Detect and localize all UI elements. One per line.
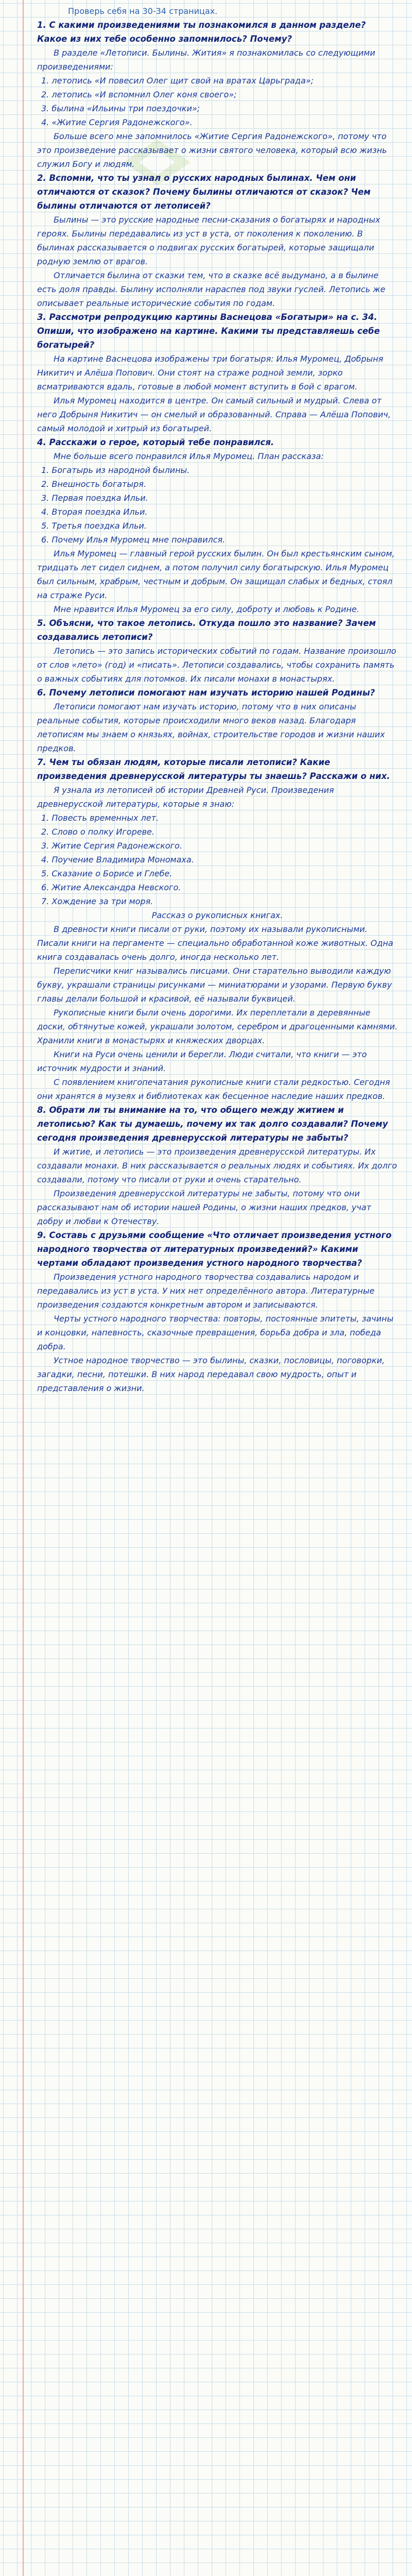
answer-paragraph: Илья Муромец — главный герой русских былин. Он был крестьянским сыном, тридцать лет сидел сиднем, а потом получил силу богатырскую. Илья Муромец был сильным, храбрым, честным и добрым. Он защищал слабых и бедных, стоял на страже Руси. <box>37 549 395 600</box>
question-text: 8. Обрати ли ты внимание на то, что общего между житием и летописью? Как ты думаешь, почему их так долго создавали? Почему сегодня произведения древнерусской литературы не забыты? <box>37 1105 388 1143</box>
list-item: 4. «Житие Сергия Радонежского». <box>41 117 193 127</box>
answer-paragraph: Былины — это русские народные песни-сказания о богатырях и народных героях. Былины передавались из уст в уста, от поколения к поколению. В былинах рассказывается о подвигах русских богатырей, которые защищали родную землю от врагов. <box>37 215 381 266</box>
question-text: 2. Вспомни, что ты узнал о русских народных былинах. Чем они отличаются от сказок? Почему былины отличаются от сказок? Чем былины отличаются от летописей? <box>37 173 371 211</box>
answer-paragraph: Черты устного народного творчества: повторы, постоянные эпитеты, зачины и концовки, напевность, сказочные превращения, борьба добра и зла, победа добра. <box>37 1314 393 1351</box>
answer-paragraph: Я узнала из летописей об истории Древней Руси. Произведения древнерусской литературы, которые я знаю: <box>37 785 334 809</box>
answer-paragraph: Книги на Руси очень ценили и берегли. Люди считали, что книги — это источник мудрости и знаний. <box>37 1049 367 1073</box>
question-text: 4. Расскажи о герое, который тебе понравился. <box>37 437 274 447</box>
question-text: 3. Рассмотри репродукцию картины Васнецова «Богатыри» на с. 34. Опиши, что изображено на картине. Какими ты представляешь себе богатырей? <box>37 312 380 350</box>
list-item: 4. Вторая поездка Ильи. <box>41 507 148 517</box>
list-item: 2. летопись «И вспомнил Олег коня своего»; <box>41 90 237 99</box>
answer-paragraph: На картине Васнецова изображены три богатыря: Илья Муромец, Добрыня Никитич и Алёша Попович. Они стоят на страже родной земли, зорко всматриваются вдаль, готовые в любой момент вступить в бой с врагом. <box>37 354 384 392</box>
page-header: Проверь себя на 30-34 страницах. <box>68 6 218 16</box>
subtitle-text: Рассказ о рукописных книгах. <box>151 910 283 920</box>
answer-paragraph: Летопись — это запись исторических событий по годам. Название произошло от слов «лето» (год) и «писать». Летописи создавались, чтобы сохранить память о важных событиях для потомков. Их писали монахи в монастырях. <box>37 646 397 684</box>
answer-paragraph: Рукописные книги были очень дорогими. Их переплетали в деревянные доски, обтянутые кожей, украшали золотом, серебром и драгоценными камнями. Хранили книги в монастырях и княжеских дворцах. <box>37 1008 398 1045</box>
answer-section <box>37 18 398 171</box>
answer-paragraph: Больше всего мне запомнилось «Житие Сергия Радонежского», потому что это произведение рассказывает о жизни святого человека, который всю жизнь служил Богу и людям. <box>37 131 387 169</box>
list-item: 2. Слово о полку Игореве. <box>41 827 154 837</box>
answer-paragraph: Устное народное творчество — это былины, сказки, пословицы, поговорки, загадки, песни, потешки. В них народ передавал свою мудрость, опыт и представления о жизни. <box>37 1355 385 1393</box>
answer-section <box>37 908 398 1103</box>
answer-section <box>37 686 398 755</box>
answer-paragraph: Илья Муромец находится в центре. Он самый сильный и мудрый. Слева от него Добрыня Никитич — он смелый и образованный. Справа — Алёша Попович, самый молодой и хитрый из богатырей. <box>37 396 391 433</box>
answer-section <box>37 616 398 686</box>
list-item: 3. Житие Сергия Радонежского. <box>41 841 182 851</box>
answer-paragraph: В разделе «Летописи. Былины. Жития» я познакомилась со следующими произведениями: <box>37 48 375 72</box>
list-item: 1. Богатырь из народной былины. <box>41 465 190 475</box>
answer-section <box>37 171 398 310</box>
answer-paragraph: И житие, и летопись — это произведения древнерусской литературы. Их создавали монахи. В них рассказывается о реальных людях и событиях. Их долго создавали, потому что писали от руки и очень старательно. <box>37 1147 397 1184</box>
question-text: 7. Чем ты обязан людям, которые писали летописи? Какие произведения древнерусской литературы ты знаешь? Расскажи о них. <box>37 757 390 781</box>
list-item: 1. летопись «И повесил Олег щит свой на вратах Царьграда»; <box>41 76 314 86</box>
list-item: 6. Житие Александра Невского. <box>41 883 181 892</box>
answer-paragraph: Произведения древнерусской литературы не забыты, потому что они рассказывают нам об истории нашей Родины, о жизни наших предков, учат добру и любви к Отечеству. <box>37 1189 371 1226</box>
list-item: 4. Поучение Владимира Мономаха. <box>41 855 194 865</box>
answer-section <box>37 1228 398 1395</box>
answer-section <box>37 755 398 908</box>
question-text: 6. Почему летописи помогают нам изучать историю нашей Родины? <box>37 688 375 698</box>
answer-section <box>37 310 398 435</box>
answer-paragraph: Летописи помогают нам изучать историю, потому что в них описаны реальные события, которые происходили много веков назад. Благодаря летописям мы знаем о князьях, войнах, строительстве городов и жизни наших предков. <box>37 702 385 753</box>
list-item: 3. Первая поездка Ильи. <box>41 493 148 503</box>
list-item: 5. Третья поездка Ильи. <box>41 521 147 531</box>
answer-paragraph: Отличается былина от сказки тем, что в сказке всё выдумано, а в былине есть доля правды. Былину исполняли нараспев под звуки гуслей. Летопись же описывает реальные исторические события по годам. <box>37 270 386 308</box>
answer-section <box>37 1103 398 1228</box>
list-item: 3. былина «Ильины три поездочки»; <box>41 104 200 113</box>
question-text: 5. Объясни, что такое летопись. Откуда пошло это название? Зачем создавались летописи? <box>37 618 376 642</box>
answer-section <box>37 435 398 616</box>
answer-paragraph: Переписчики книг назывались писцами. Они старательно выводили каждую букву, украшали страницы рисунками — миниатюрами и узорами. Первую букву главы делали большой и красивой, её называли буквицей. <box>37 966 392 1004</box>
answer-paragraph: Произведения устного народного творчества создавались народом и передавались из уст в уста. У них нет определённого автора. Литературные произведения создаются конкретным автором и записываются. <box>37 1272 375 1310</box>
answer-paragraph: Мне нравится Илья Муромец за его силу, доброту и любовь к Родине. <box>54 604 359 614</box>
list-item: 1. Повесть временных лет. <box>41 813 159 823</box>
list-item: 7. Хождение за три моря. <box>41 896 153 906</box>
list-item: 5. Сказание о Борисе и Глебе. <box>41 869 173 878</box>
question-text: 9. Составь с друзьями сообщение «Что отличает произведения устного народного творчества от литературных произведений?» Какими чертами обладают произведения устного народного творчества? <box>37 1230 392 1268</box>
answer-paragraph: Мне больше всего понравился Илья Муромец. План рассказа: <box>54 451 324 461</box>
answer-paragraph: В древности книги писали от руки, поэтому их называли рукописными. Писали книги на пергаменте — специально обработанной коже животных. Одна книга создавалась очень долго, иногда несколько лет. <box>37 924 393 962</box>
list-item: 6. Почему Илья Муромец мне понравился. <box>41 535 226 545</box>
question-text: 1. С какими произведениями ты познакомился в данном разделе? Какое из них тебе особенно запомнилось? Почему? <box>37 20 366 44</box>
list-item: 2. Внешность богатыря. <box>41 479 146 489</box>
notebook-sheet <box>37 4 398 2576</box>
answer-paragraph: С появлением книгопечатания рукописные книги стали редкостью. Сегодня они хранятся в музеях и библиотеках как бесценное наследие наших предков. <box>37 1077 390 1101</box>
